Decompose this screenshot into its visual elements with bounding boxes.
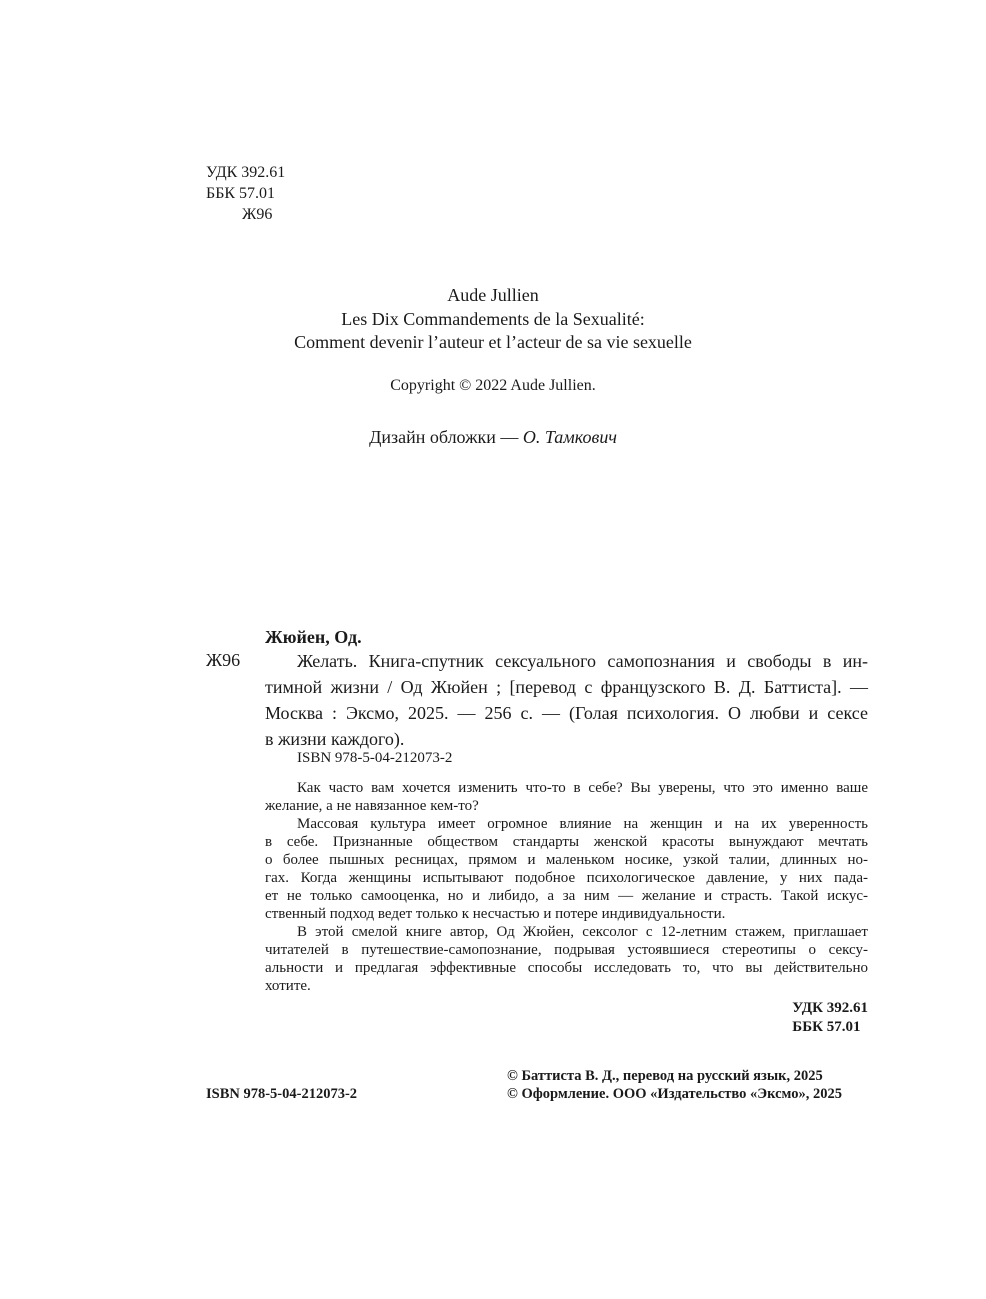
- catalog-isbn: ISBN 978-5-04-212073-2: [297, 750, 453, 766]
- original-title-line1: Les Dix Commandements de la Sexualité:: [341, 309, 645, 329]
- annotation-line: Как часто вам хочется изменить что-то в себе? Вы уверены, что это именно ваше: [297, 780, 868, 796]
- catalog-bbk: ББК 57.01: [792, 1019, 861, 1035]
- catalog-author-heading: Жюйен, Од.: [265, 627, 362, 647]
- udk-code: УДК 392.61: [206, 164, 286, 181]
- catalog-annotation: [265, 779, 868, 995]
- bbk-code: ББК 57.01: [206, 185, 276, 202]
- original-author: Aude Jullien: [447, 285, 539, 305]
- catalog-udk: УДК 392.61: [792, 1000, 868, 1016]
- catalog-sign: Ж96: [206, 650, 241, 670]
- cover-designer-name: О. Тамкович: [522, 427, 617, 447]
- annotation-line: ет не только самооценка, но и либидо, а за ним — желание и страсть. Такой искус-: [265, 888, 868, 904]
- catalog-codes: [792, 999, 868, 1037]
- annotation-line: читателей в путешествие-самопознание, подрывая устоявшиеся стереотипы о сексу-: [265, 942, 868, 958]
- original-title-line2: Comment devenir l’auteur et l’acteur de sa vie sexuelle: [294, 332, 692, 352]
- cover-design-label: Дизайн обложки —: [369, 427, 523, 447]
- footer-copyright-translation: © Баттиста В. Д., перевод на русский язык, 2025: [507, 1068, 823, 1084]
- annotation-line: желание, а не навязанное кем-то?: [265, 798, 479, 814]
- biblio-line: тимной жизни / Од Жюйен ; [перевод с французского В. Д. Баттиста]. —: [265, 677, 868, 697]
- author-sign: Ж96: [242, 206, 273, 223]
- catalog-bibliographic-description: [265, 648, 868, 752]
- annotation-line: В этой смелой книге автор, Од Жюйен, сексолог с 12-летним стажем, приглашает: [297, 924, 868, 940]
- annotation-line: альности и предлагая эффективные способы исследовать то, что вы действительно: [265, 960, 868, 976]
- biblio-line: Москва : Эксмо, 2025. — 256 с. — (Голая психология. О любви и сексе: [265, 703, 868, 723]
- original-copyright: Copyright © 2022 Aude Jullien.: [390, 377, 596, 394]
- annotation-line: Массовая культура имеет огромное влияние на женщин и на их уверенность: [297, 816, 868, 832]
- biblio-line: Желать. Книга-спутник сексуального самопознания и свободы в ин-: [297, 651, 868, 671]
- footer-isbn: ISBN 978-5-04-212073-2: [206, 1086, 358, 1102]
- annotation-line: в себе. Признанные обществом стандарты женской красоты вынуждают мечтать: [265, 834, 868, 850]
- footer-copyright-design: © Оформление. ООО «Издательство «Эксмо», 2025: [507, 1086, 842, 1102]
- annotation-line: гах. Когда женщины испытывают подобное психологическое давление, у них пада-: [265, 870, 868, 886]
- annotation-line: о более пышных ресницах, прямом и маленьком носике, узкой талии, длинных но-: [265, 852, 868, 868]
- annotation-line: хотите.: [265, 978, 311, 994]
- cover-design-credit: [0, 427, 986, 448]
- biblio-line: в жизни каждого).: [265, 729, 405, 749]
- annotation-line: ственный подход ведет только к несчастью и потере индивидуальности.: [265, 906, 726, 922]
